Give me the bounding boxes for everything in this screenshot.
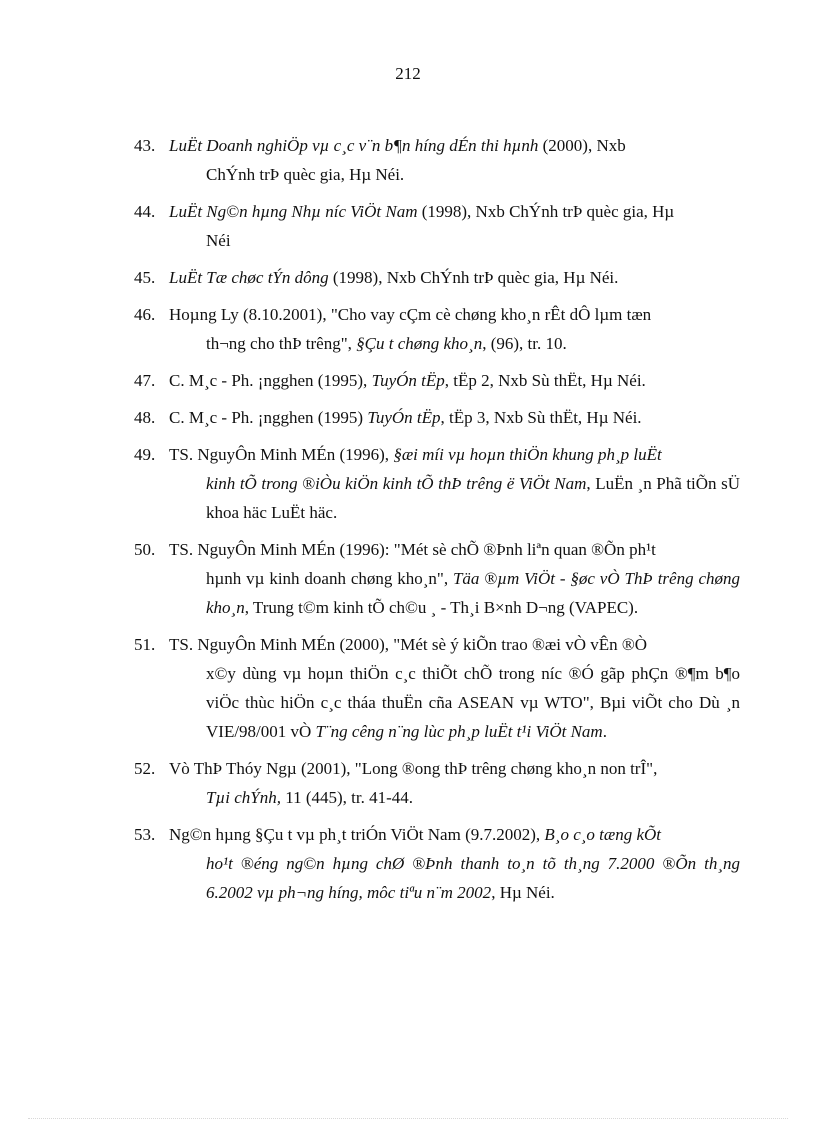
reference-title-text: §æi míi vµ hoµn thiÖn khung ph¸p luËt xyxy=(393,445,662,464)
reference-first-line xyxy=(169,630,740,659)
reference-number: 51. xyxy=(134,635,156,654)
reference-continuation xyxy=(206,329,740,358)
reference-title-text: Täa ®µm ViÖt - §øc vÒ ThÞ trêng chøng kho¸n xyxy=(206,569,740,617)
reference-number: 43. xyxy=(134,136,156,155)
reference-text: (2000), Nxb xyxy=(538,136,626,155)
reference-title-text: B¸o c¸o tæng kÕt xyxy=(544,825,662,844)
reference-item xyxy=(134,403,740,432)
reference-item xyxy=(134,197,740,255)
reference-number: 44. xyxy=(134,202,156,221)
reference-first-line xyxy=(169,263,740,292)
reference-continuation xyxy=(206,564,740,622)
reference-text: 11 (445), tr. 41-44. xyxy=(280,788,414,807)
page-bottom-divider xyxy=(28,1118,788,1119)
reference-list xyxy=(134,131,740,915)
reference-number: 52. xyxy=(134,759,156,778)
page-number: 212 xyxy=(395,64,421,83)
reference-text: . xyxy=(602,722,607,741)
reference-first-line xyxy=(169,403,740,432)
reference-title-text: TuyÓn tËp xyxy=(371,371,445,390)
reference-text: (1998), Nxb ChÝnh trÞ quèc gia, Hµ Néi. xyxy=(328,268,619,287)
reference-text: Vò ThÞ Thóy Ngµ (2001), "Long ®ong thÞ trêng chøng kho¸n non trÎ", xyxy=(169,759,658,778)
reference-item xyxy=(134,754,740,812)
reference-title-text: kinh tÕ trong ®iÒu kiÖn kinh tÕ thÞ trêng ë ViÖt Nam xyxy=(206,474,587,493)
reference-text: TS. NguyÔn Minh MÉn (2000), "Mét sè ý kiÕn trao ®æi vÒ vÊn ®Ò xyxy=(169,635,648,654)
reference-number: 46. xyxy=(134,305,156,324)
reference-number: 49. xyxy=(134,445,156,464)
reference-number: 48. xyxy=(134,408,156,427)
reference-text: , (96), tr. 10. xyxy=(482,334,567,353)
reference-title-text: TuyÓn tËp xyxy=(367,408,441,427)
reference-first-line xyxy=(169,131,740,160)
reference-first-line xyxy=(169,440,740,469)
reference-item xyxy=(134,131,740,189)
reference-title-text: ho¹t ®éng ng©n hµng chØ ®Þnh thanh to¸n tõ th¸ng 7.2000 ®Õn th¸ng 6.2002 vµ ph¬ng híng, môc tiªu n¨m 2002 xyxy=(206,854,740,902)
reference-text: TS. NguyÔn Minh MÉn (1996): "Mét sè chÕ ®Þnh liªn quan ®Õn ph¹t xyxy=(169,540,656,559)
reference-text: Hoµng Ly (8.10.2001), "Cho vay cÇm cè chøng kho¸n rÊt dÔ lµm tæn xyxy=(169,305,652,324)
reference-continuation xyxy=(206,659,740,746)
reference-text: , Trung t©m kinh tÕ ch©u ¸ - Th¸i B×nh D¬ng (VAPEC). xyxy=(244,598,639,617)
reference-text: hµnh vµ kinh doanh chøng kho¸n", xyxy=(206,569,453,588)
reference-title-text: §Çu t chøng kho¸n xyxy=(356,334,483,353)
reference-number: 53. xyxy=(134,825,156,844)
reference-item xyxy=(134,820,740,907)
reference-text: , Hµ Néi. xyxy=(491,883,555,902)
reference-first-line xyxy=(169,300,740,329)
reference-text: x©y dùng vµ hoµn thiÖn c¸c thiÕt chÕ trong níc ®Ó gãp phÇn ®¶m b¶o viÖc thùc hiÖn c¸c tháa thuËn cña ASEAN vµ WTO", Bµi viÕt cho Dù ¸n VIE/98/001 vÒ xyxy=(206,664,740,741)
reference-first-line xyxy=(169,366,740,395)
reference-title-text: LuËt Tæ chøc tÝn dông xyxy=(169,268,329,287)
reference-title-text: LuËt Doanh nghiÖp vµ c¸c v¨n b¶n híng dÉn thi hµnh xyxy=(169,136,539,155)
reference-number: 45. xyxy=(134,268,156,287)
reference-number: 47. xyxy=(134,371,156,390)
reference-title-text: LuËt Ng©n hµng Nhµ níc ViÖt Nam xyxy=(169,202,418,221)
reference-item xyxy=(134,440,740,527)
reference-item xyxy=(134,630,740,746)
reference-item xyxy=(134,300,740,358)
reference-text: TS. NguyÔn Minh MÉn (1996), xyxy=(169,445,394,464)
reference-text: (1998), Nxb ChÝnh trÞ quèc gia, Hµ xyxy=(417,202,675,221)
reference-continuation xyxy=(206,469,740,527)
reference-item xyxy=(134,535,740,622)
reference-continuation xyxy=(206,226,740,255)
reference-text: , LuËn ¸n Phã tiÕn sÜ khoa häc LuËt häc. xyxy=(206,474,740,522)
reference-text: th¬ng cho thÞ trêng", xyxy=(206,334,357,353)
reference-first-line xyxy=(169,754,740,783)
reference-continuation xyxy=(206,160,740,189)
reference-text: Néi xyxy=(206,231,231,250)
reference-title-text: Tµi chÝnh, xyxy=(206,788,281,807)
reference-text: C. M¸c - Ph. ¡ngghen (1995) xyxy=(169,408,368,427)
reference-item xyxy=(134,366,740,395)
reference-continuation xyxy=(206,783,740,812)
reference-text: Ng©n hµng §Çu t vµ ph¸t triÓn ViÖt Nam (9.7.2002), xyxy=(169,825,545,844)
reference-number: 50. xyxy=(134,540,156,559)
reference-text: ChÝnh trÞ quèc gia, Hµ Néi. xyxy=(206,165,405,184)
reference-text: , tËp 3, Nxb Sù thËt, Hµ Néi. xyxy=(440,408,642,427)
reference-text: , tËp 2, Nxb Sù thËt, Hµ Néi. xyxy=(444,371,646,390)
reference-continuation xyxy=(206,849,740,907)
reference-first-line xyxy=(169,197,740,226)
reference-first-line xyxy=(169,820,740,849)
reference-text: C. M¸c - Ph. ¡ngghen (1995), xyxy=(169,371,372,390)
reference-first-line xyxy=(169,535,740,564)
reference-item xyxy=(134,263,740,292)
reference-title-text: T¨ng cêng n¨ng lùc ph¸p luËt t¹i ViÖt Nam xyxy=(315,722,603,741)
